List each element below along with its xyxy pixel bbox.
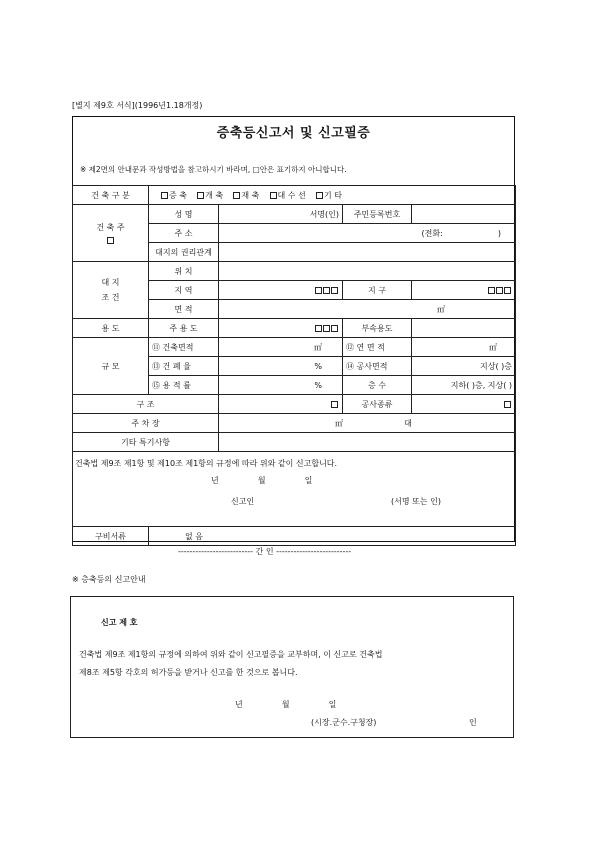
total-floor-label: ⑫ 연 면 적 xyxy=(343,338,412,357)
owner-name-field[interactable] xyxy=(219,205,343,224)
decl-month: 월 xyxy=(257,476,266,485)
total-floor-field[interactable]: ㎡ xyxy=(412,338,516,357)
guide-note: ※ 층축등의 신고안내 xyxy=(72,575,146,584)
reporter-sign[interactable]: (서명 또는 인) xyxy=(391,497,441,506)
site-size-field[interactable] xyxy=(219,300,516,319)
work-type-field[interactable] xyxy=(412,395,516,414)
site-district-label: 지 구 xyxy=(343,281,412,300)
cert-day: 일 xyxy=(328,700,337,709)
category-options xyxy=(149,186,516,205)
scale-label: 규 모 xyxy=(73,338,149,395)
unit-m2: ㎡ xyxy=(437,304,446,314)
far-label: ⑮ 용 적 률 xyxy=(149,376,219,395)
other-label: 기타 특기사항 xyxy=(73,433,219,452)
checkbox-extension[interactable]: 증 축 xyxy=(161,191,187,200)
rights-field[interactable] xyxy=(219,243,516,262)
certificate-text-1: 건축법 제9조 제1항의 규정에 의하여 위와 같이 신고필증을 교부하며, 이 신고로 건축법 xyxy=(79,650,383,659)
owner-id-label: 주민등록번호 xyxy=(343,205,412,224)
docs-value-cell xyxy=(149,527,516,546)
parking-field[interactable] xyxy=(219,414,516,433)
site-location-label: 위 치 xyxy=(149,262,219,281)
sign-label: 서명(인) xyxy=(309,209,339,219)
owner-name-label: 성 명 xyxy=(149,205,219,224)
site-location-field[interactable] xyxy=(219,262,516,281)
site-size-label: 면 적 xyxy=(149,300,219,319)
declaration-block xyxy=(73,452,516,527)
structure-label: 구 조 xyxy=(73,395,219,414)
category-label: 건 축 구 분 xyxy=(73,186,149,205)
checkbox-major-repair[interactable]: 대 수 선 xyxy=(270,191,306,200)
coverage-field[interactable]: % xyxy=(219,357,343,376)
declaration-text: 건축법 제9조 제1항 및 제10조 제1항의 규정에 따라 위와 같이 신고합니다. xyxy=(75,459,338,468)
certificate-title: 신고 제 호 xyxy=(101,618,138,627)
work-area-field[interactable]: 지상( )층 xyxy=(412,357,516,376)
owner-checkbox[interactable] xyxy=(107,237,114,244)
phone-label: (전화: xyxy=(421,228,443,238)
site-label: 대 지 조 건 xyxy=(73,262,149,319)
floors-field[interactable]: 지하( )층, 지상( ) xyxy=(412,376,516,395)
decl-day: 일 xyxy=(304,476,313,485)
other-field[interactable] xyxy=(219,433,516,452)
cut-line: -------------------------- 간 인 -------------------------- xyxy=(178,547,352,556)
cert-seal: 인 xyxy=(469,718,477,727)
main-use-label: 주 용 도 xyxy=(149,319,219,338)
work-area-label: ⑭ 공사면적 xyxy=(343,357,412,376)
work-type-label: 공사종류 xyxy=(343,395,412,414)
reporter-label: 신고인 xyxy=(231,497,255,506)
category-row xyxy=(73,186,516,205)
building-area-field[interactable]: ㎡ xyxy=(219,338,343,357)
sub-use-field[interactable] xyxy=(412,319,516,338)
certificate-box xyxy=(70,596,514,738)
cert-month: 월 xyxy=(281,700,290,709)
decl-year: 년 xyxy=(211,476,219,485)
site-area-field[interactable] xyxy=(219,281,343,300)
owner-address-label: 주 소 xyxy=(149,224,219,243)
sub-use-label: 부속용도 xyxy=(343,319,412,338)
site-district-field[interactable] xyxy=(412,281,516,300)
use-label: 용 도 xyxy=(73,319,149,338)
parking-label: 주 차 장 xyxy=(73,414,219,433)
main-use-field[interactable] xyxy=(219,319,343,338)
parking-unit-count: 대 xyxy=(404,418,412,428)
form-table xyxy=(72,185,516,546)
parking-unit-m2: ㎡ xyxy=(335,418,343,428)
owner-address-field[interactable] xyxy=(219,224,516,243)
docs-label: 구비서류 xyxy=(73,527,149,546)
coverage-label: ⑬ 건 폐 율 xyxy=(149,357,219,376)
site-area-label: 지 역 xyxy=(149,281,219,300)
owner-id-field[interactable] xyxy=(412,205,516,224)
form-title: 증축등신고서 및 신고필증 xyxy=(216,126,371,141)
phone-end: ) xyxy=(497,228,502,238)
building-area-label: ⑪ 건축면적 xyxy=(149,338,219,357)
far-field[interactable]: % xyxy=(219,376,343,395)
form-notice: ※ 제2면의 안내문과 작성방법을 참고하시기 바라며, □안은 표기하지 아니합니다. xyxy=(80,165,347,174)
cert-year: 년 xyxy=(235,700,243,709)
docs-value: 없 음 xyxy=(185,531,203,541)
floors-label: 층 수 xyxy=(343,376,412,395)
certificate-text-2: 제8조 제5항 각호의 허가등을 받거나 신고를 한 것으로 봅니다. xyxy=(79,668,298,677)
structure-field[interactable] xyxy=(219,395,343,414)
checkbox-reconstruct[interactable]: 재 축 xyxy=(233,191,259,200)
owner-label: 건 축 주 xyxy=(73,205,149,262)
rights-label: 대지의 권리관계 xyxy=(149,243,219,262)
cert-issuer: (시장.군수.구청장) xyxy=(311,718,377,727)
checkbox-other[interactable]: 기 타 xyxy=(316,191,342,200)
form-number: [별지 제9호 서식](1996년1.18개정) xyxy=(72,101,203,110)
checkbox-rebuild[interactable]: 개 축 xyxy=(197,191,223,200)
